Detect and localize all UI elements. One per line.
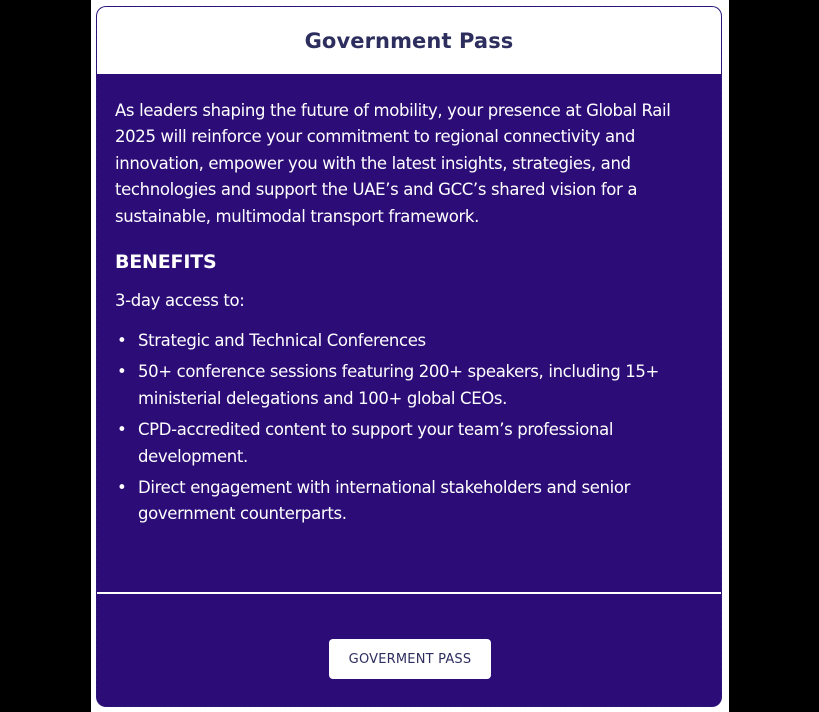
benefit-text: CPD-accredited content to support your team’s professional development. [138,420,614,466]
benefit-item [115,328,705,354]
bullet-icon: • [117,420,127,440]
benefits-heading: BENEFITS [115,251,217,274]
page-background [91,0,729,712]
benefit-list [115,328,705,528]
benefit-item [115,359,705,412]
bullet-icon: • [117,331,127,351]
card-header [97,7,721,74]
bullet-icon: • [117,478,127,498]
benefit-text: Strategic and Technical Conferences [138,331,426,351]
government-pass-card [96,6,722,707]
benefit-text: Direct engagement with international stakeholders and senior government counterparts. [138,478,631,524]
card-title: Government Pass [304,28,514,53]
divider [97,592,721,594]
access-text: 3-day access to: [115,291,245,311]
intro-paragraph: As leaders shaping the future of mobility, your presence at Global Rail 2025 will reinforce your commitment to regional connectivity and innovation, empower you with the latest insights, strategies, and technologies and support the UAE’s and GCC’s shared vision for a sustainable, multimodal transport framework. [115,101,671,226]
benefit-text: 50+ conference sessions featuring 200+ speakers, including 15+ ministerial delegations and 100+ global CEOs. [138,362,660,408]
government-pass-button[interactable]: GOVERMENT PASS [329,639,491,679]
card-body [97,74,721,528]
benefit-item [115,417,705,470]
bullet-icon: • [117,362,127,382]
benefit-item [115,475,705,528]
